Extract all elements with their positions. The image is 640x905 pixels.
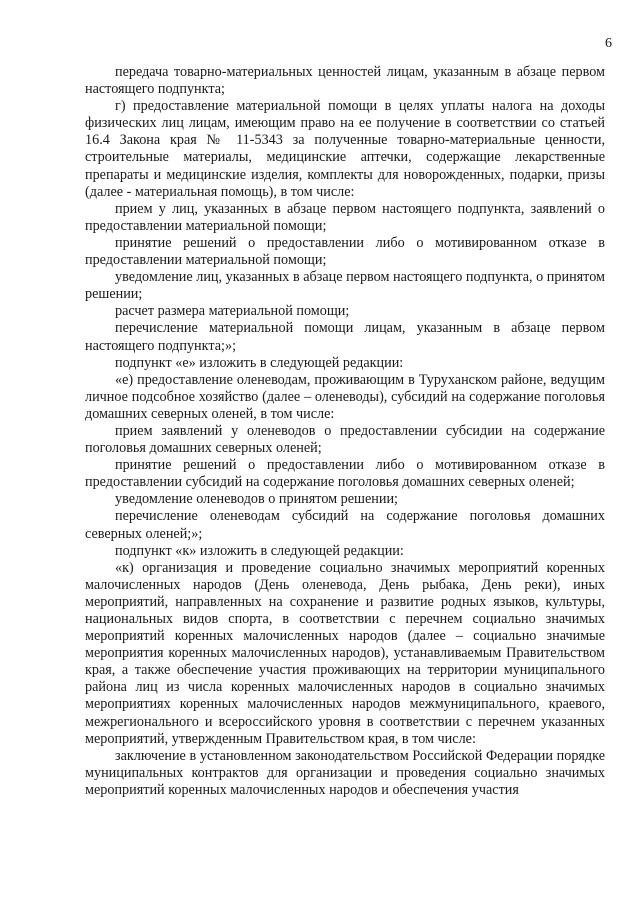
paragraph: передача товарно-материальных ценностей лицам, указанным в абзаце первом настоящего подпункта; [85,64,605,98]
paragraph: прием у лиц, указанных в абзаце первом настоящего подпункта, заявлений о предоставлении материальной помощи; [85,200,605,234]
paragraph: перечисление материальной помощи лицам, указанным в абзаце первом настоящего подпункта;»; [85,320,605,354]
document-body [85,64,605,799]
paragraph: «к) организация и проведение социально значимых мероприятий коренных малочисленных народов (День оленевода, День рыбака, День реки), иных мероприятий, направленных на сохранение и развитие родных языков, культуры, национальных видов спорта, в соответствии с перечнем социально значимых мероприятий коренных малочисленных народов (далее – социально значимые мероприятия коренных малочисленных народов), устанавливаемым Правительством края, а также обеспечение участия проживающих на территории муниципального района лиц из числа коренных малочисленных народов в социально значимых мероприятиях коренных малочисленных народов межмуниципального, краевого, межрегионального и всероссийского уровня в соответствии с перечнем указанных мероприятий, утвержденным Правительством края, в том числе: [85,559,605,747]
paragraph: г) предоставление материальной помощи в целях уплаты налога на доходы физических лиц лицам, имеющим право на ее получение в соответствии со статьей 16.4 Закона края № 11-5343 за полученные товарно-материальные ценности, строительные материалы, медицинские аптечки, содержащие лекарственные препараты и медицинские изделия, комплекты для новорожденных, подарки, призы (далее - материальная помощь), в том числе: [85,98,605,200]
paragraph: подпункт «к» изложить в следующей редакции: [115,542,404,559]
paragraph: принятие решений о предоставлении либо о мотивированном отказе в предоставлении материальной помощи; [85,234,605,269]
paragraph: принятие решений о предоставлении либо о мотивированном отказе в предоставлении субсидий на содержание поголовья домашних северных оленей; [85,457,605,491]
paragraph: перечисление оленеводам субсидий на содержание поголовья домашних северных оленей;»; [85,508,605,542]
paragraph: расчет размера материальной помощи; [115,303,350,320]
page-number: 6 [605,36,612,51]
paragraph: заключение в установленном законодательством Российской Федерации порядке муниципальных контрактов для организации и проведения социально значимых мероприятий коренных малочисленных народов и обеспечения участия [85,747,605,798]
paragraph: прием заявлений у оленеводов о предоставлении субсидии на содержание поголовья домашних северных оленей; [85,422,605,457]
paragraph: подпункт «е» изложить в следующей редакции: [115,354,404,371]
paragraph: «е) предоставление оленеводам, проживающим в Туруханском районе, ведущим личное подсобное хозяйство (далее – оленеводы), субсидий на содержание поголовья домашних северных оленей, в том числе: [85,371,605,422]
paragraph: уведомление оленеводов о принятом решении; [115,491,398,508]
paragraph: уведомление лиц, указанных в абзаце первом настоящего подпункта, о принятом решении; [85,269,605,303]
